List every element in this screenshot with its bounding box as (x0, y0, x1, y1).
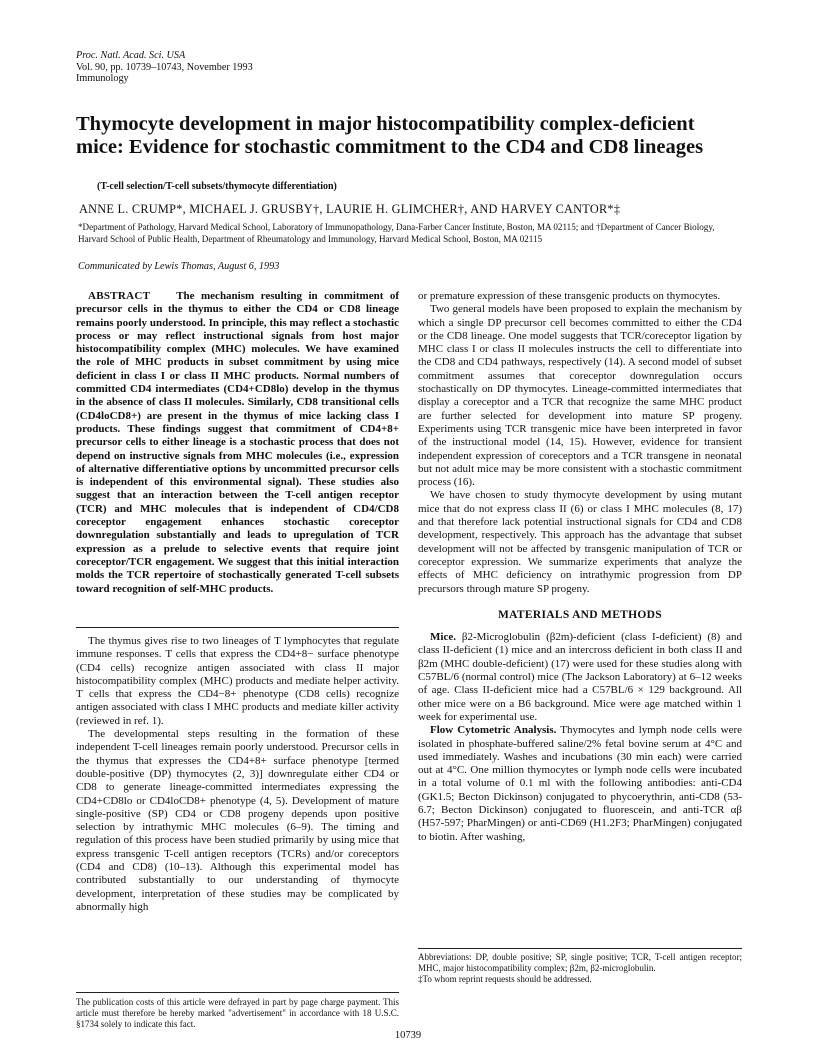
right-column (418, 290, 742, 844)
reprint-footnote: ‡To whom reprint requests should be addressed. (418, 974, 592, 985)
abstract (76, 290, 399, 596)
intro-paragraph-3: or premature expression of these transgenic products on thymocytes. (418, 290, 721, 302)
mice-text: β2-Microglobulin (β2m)-deficient (class I-deficient) (8) and class II-deficient (1) mice and an intercross deficient in both class II and β2m (MHC double-deficient) (17) were used for these studies along with C57BL/6 (normal control) mice (The Jackson Laboratory) at 6–12 weeks of age. Class II-deficient mice had a C57BL/6 × 129 background. All other mice were on a B6 background. Mice were age matched within 1 week for experimental use. (418, 631, 743, 723)
flow-text: Thymocytes and lymph node cells were isolated in phosphate-buffered saline/2% fetal bovine serum at 4°C and used immediately. Washes and incubations (30 min each) were carried out at 4°C. One million thymocytes or lymph node cells were incubated in a total volume of 0.1 ml with the following antibodies: anti-CD4 (GK1.5; Becton Dickinson) conjugated to phycoerythrin, anti-CD8 (53-6.7; Becton Dickinson) conjugated to fluorescein, and anti-TCR αβ (H57-597; PharMingen) or anti-CD69 (H1.2F3; PharMingen) conjugated to biotin. After washing, (418, 724, 742, 843)
journal-volume: Vol. 90, pp. 10739–10743, November 1993 (76, 61, 253, 73)
methods-heading: MATERIALS AND METHODS (498, 608, 662, 621)
authors: ANNE L. CRUMP*, MICHAEL J. GRUSBY†, LAURIE H. GLIMCHER†, AND HARVEY CANTOR*‡ (79, 202, 621, 216)
abstract-divider (76, 627, 399, 628)
abbreviations-footnote (418, 952, 742, 986)
article-title: Thymocyte development in major histocompatibility complex-deficient mice: Evidence for stochastic commitment to the CD4 and CD8 lineages (76, 113, 704, 158)
intro-paragraph-1: The thymus gives rise to two lineages of T lymphocytes that regulate immune responses. T cells that express the CD4+8− surface phenotype (CD4 cells) recognize antigen associated with class II major histocompatibility complex (MHC) products and mediate helper activity. T cells that express the CD4−8+ phenotype (CD8 cells) recognize antigen associated with class I MHC products and mediate killer activity (reviewed in ref. 1). (76, 635, 399, 727)
methods-flow (418, 724, 742, 844)
keywords: (T-cell selection/T-cell subsets/thymocyte differentiation) (97, 181, 337, 192)
mice-subheading: Mice. (430, 631, 456, 644)
communicated-by: Communicated by Lewis Thomas, August 6, 1993 (78, 261, 280, 272)
journal-section: Immunology (76, 73, 129, 84)
publication-cost-footnote: The publication costs of this article were defrayed in part by page charge payment. This article must therefore be hereby marked "advertisement" in accordance with 18 U.S.C. §1734 solely to indicate this fact. (76, 997, 399, 1030)
flow-subheading: Flow Cytometric Analysis. (430, 724, 557, 737)
abstract-text: The mechanism resulting in commitment of precursor cells in the thymus to either the CD4 or CD8 lineage remains poorly understood. In principle, this may reflect a stochastic process or may reflect instructional signals from host major histocompatibility complex (MHC) molecules. We have examined the role of MHC products in subset commitment by using mice deficient in class I or class II MHC products. Normal numbers of committed CD4 intermediates (CD4+CD8lo) develop in the thymus in the absence of class II molecules. Similarly, CD8 transitional cells (CD4loCD8+) are present in the thymus of mice lacking class I products. These findings suggest that commitment of CD4+8+ precursor cells to either lineage is a stochastic process that does not depend on instructive signals from MHC molecules (i.e., expression of alternative differentiative options by uncommitted precursor cells is independent of this environmental signal). These studies also suggest that an interaction between the T-cell antigen receptor (TCR) and MHC molecules that is independent of CD4/CD8 coreceptor engagement enhances stochastic coreceptor downregulation substantially and leads to upregulation of TCR expression as a prelude to selective events that require joint coreceptor/TCR engagement. We suggest that this initial interaction molds the TCR repertoire of stochastically generated T-cell subsets toward recognition of self-MHC products. (76, 290, 400, 595)
footnote-divider-right (418, 948, 742, 949)
abstract-heading: ABSTRACT (88, 290, 151, 302)
intro-left-column (76, 635, 399, 914)
footnote-divider-left (76, 992, 399, 993)
intro-paragraph-5: We have chosen to study thymocyte development by using mutant mice that do not express class II (6) or class I MHC molecules (8, 17) and that therefore lack potential instructional signals for CD4 and CD8 development, respectively. This approach has the advantage that subset development will not be affected by transgenic manipulation of TCR or coreceptor expression. We summarize experiments that analyze the effects of MHC deficiency on intrathymic progression from DP precursors through mature SP progeny. (418, 489, 742, 595)
abbreviations: Abbreviations: DP, double positive; SP, single positive; TCR, T-cell antigen receptor; MHC, major histocompatibility complex; β2m, β2-microglobulin. (418, 952, 742, 974)
affiliations: *Department of Pathology, Harvard Medical School, Laboratory of Immunopathology, Dana-Farber Cancer Institute, Boston, MA 02115; and †Department of Cancer Biology, Harvard School of Public Health, Department of Rheumatology and Immunology, Harvard Medical School, Boston, MA 02115 (78, 222, 715, 244)
intro-paragraph-4: Two general models have been proposed to explain the mechanism by which a single DP precursor cell becomes committed to either the CD4 or the CD8 lineage. One model suggests that TCR/coreceptor ligation by MHC class I or class II molecules instructs the cell to differentiate into the CD8 and CD4 pathways, respectively (14). A second model of subset commitment assumes that coreceptor downregulation occurs stochastically on DP thymocytes. Lineage-committed intermediates that display a coreceptor and a TCR that recognize the same MHC product are further selected for development into mature SP progeny. Experiments using TCR transgenic mice have been interpreted in favor of the instructional model (14, 15). However, evidence for transient independent expression of coreceptors and a TCR transgene in neonatal but not adult mice may be more consistent with a stochastic commitment process (16). (418, 303, 742, 489)
page-number: 10739 (394, 1030, 422, 1041)
journal-name: Proc. Natl. Acad. Sci. USA (76, 50, 186, 61)
journal-header (76, 50, 253, 85)
intro-paragraph-2: The developmental steps resulting in the formation of these independent T-cell lineages remain poorly understood. Precursor cells in the thymus that expresses the CD4+8+ surface phenotype [termed double-positive (DP) thymocytes (2, 3)] downregulate either CD4 or CD8 to generate lineage-committed intermediates expressing the CD4+CD8lo or CD4loCD8+ phenotype (4, 5). Development of mature single-positive (SP) CD4 or CD8 progeny depends upon positive selection by intrathymic MHC molecules (6–9). The timing and regulation of this process have been studied primarily by using mice that express transgenic T-cell antigen receptors (TCRs) and/or coreceptors (CD4 and CD8) (10–13). Although this experimental model has contributed substantially to our understanding of thymocyte development, interpretation of these studies may be complicated by abnormally high (76, 728, 399, 913)
methods-mice (418, 631, 742, 724)
